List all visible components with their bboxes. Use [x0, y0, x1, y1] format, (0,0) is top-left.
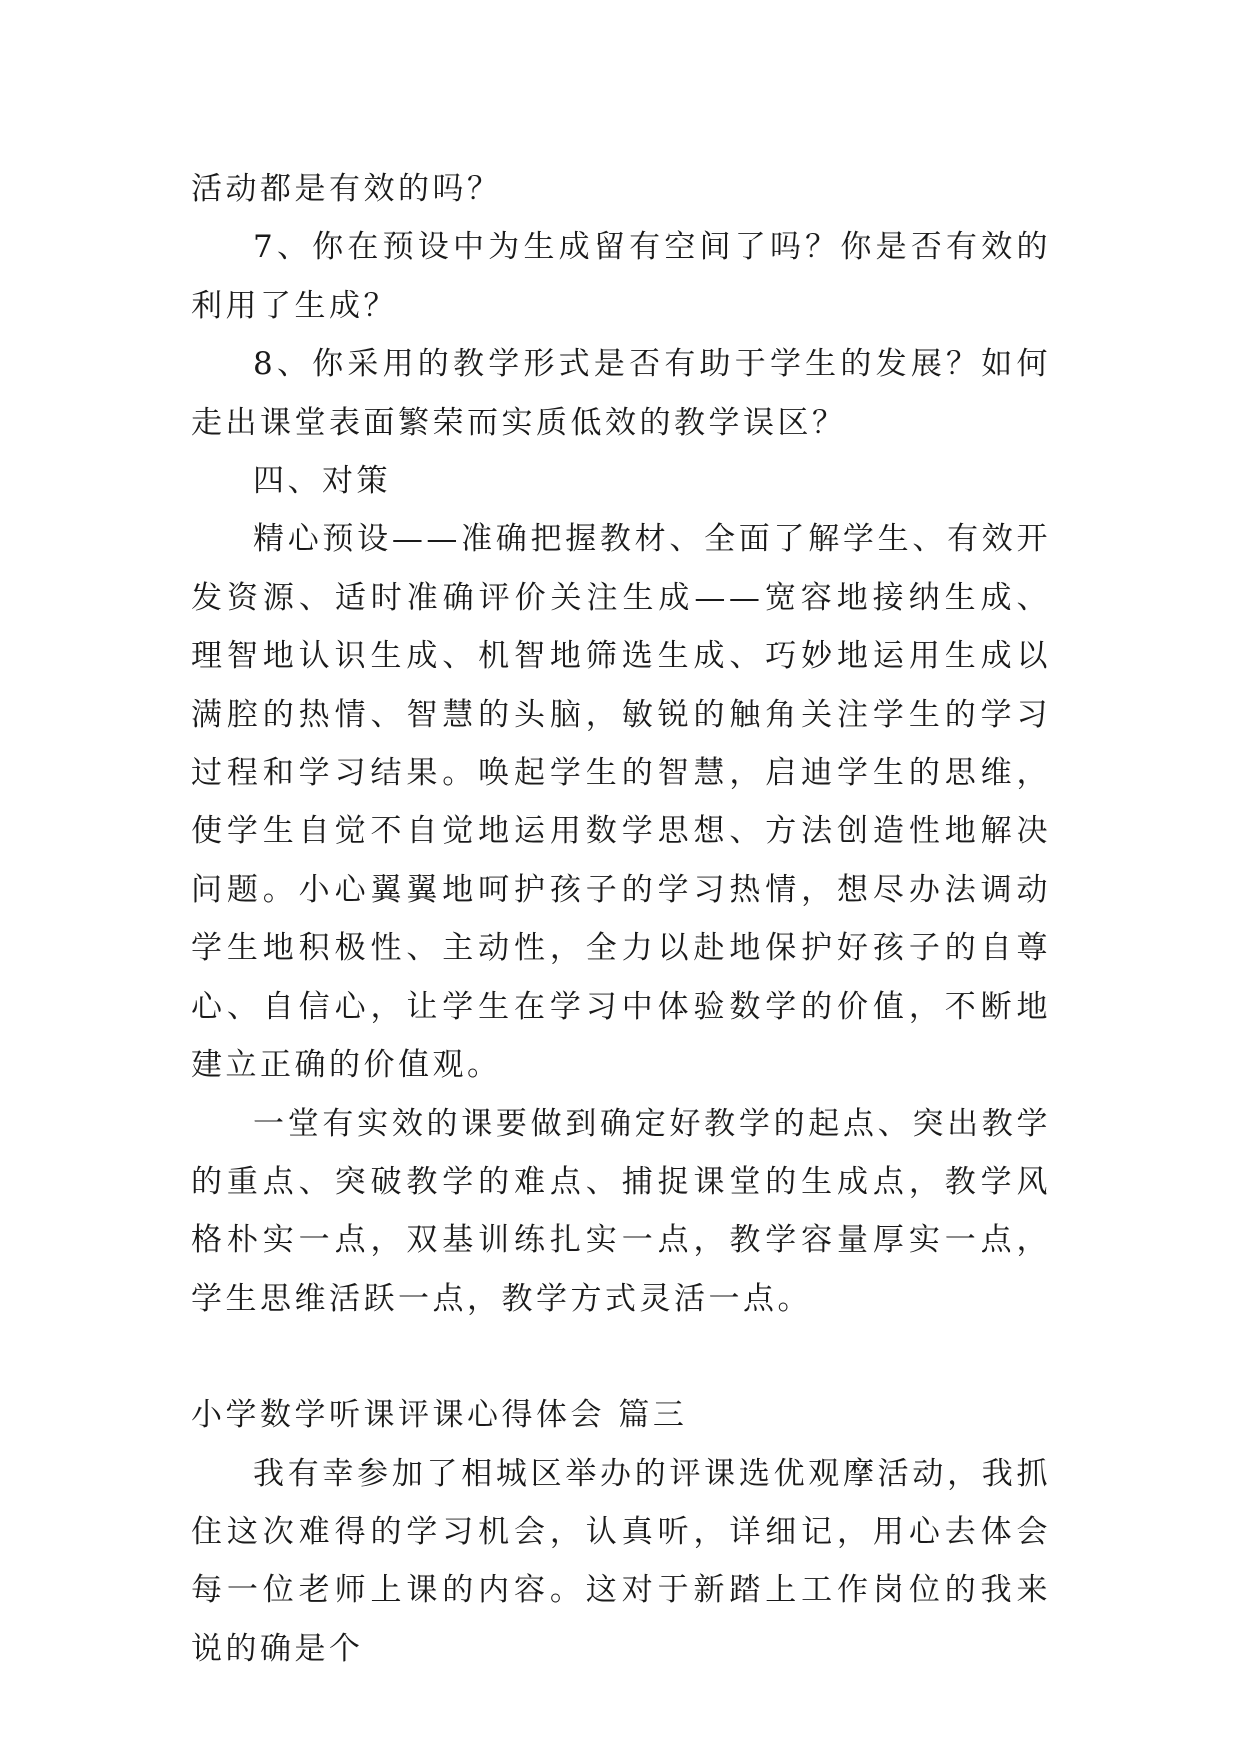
section-title: 小学数学听课评课心得体会 篇三	[191, 1397, 688, 1434]
paragraph-careful-preset: 精心预设——准确把握教材、全面了解学生、有效开发资源、适时准确评价关注生成——宽容地接纳生成、理智地认识生成、机智地筛选生成、巧妙地运用生成以满腔的热情、智慧的头脑，敏锐的触角关注学生的学习过程和学习结果。唤起学生的智慧，启迪学生的思维，使学生自觉不自觉地运用数学思想、方法创造性地解决问题。小心翼翼地呵护孩子的学习热情，想尽办法调动学生地积极性、主动性，全力以赴地保护好孩子的自尊心、自信心，让学生在学习中体验数学的价值，不断地建立正确的价值观。	[191, 521, 1051, 1084]
document-body	[191, 160, 1051, 1678]
paragraph-observation-activity: 我有幸参加了相城区举办的评课选优观摩活动，我抓住这次难得的学习机会，认真听，详细记，用心去体会每一位老师上课的内容。这对于新踏上工作岗位的我来说的确是个	[191, 1455, 1051, 1667]
paragraph-item-7: 7、你在预设中为生成留有空间了吗？你是否有效的利用了生成？	[191, 229, 1051, 324]
paragraph-effective-lesson: 一堂有实效的课要做到确定好教学的起点、突出教学的重点、突破教学的难点、捕捉课堂的生成点，教学风格朴实一点，双基训练扎实一点，教学容量厚实一点，学生思维活跃一点，教学方式灵活一点。	[191, 1105, 1051, 1317]
section-heading-countermeasures: 四、对策	[253, 463, 391, 500]
section-gap	[191, 1328, 1051, 1386]
paragraph-item-8: 8、你采用的教学形式是否有助于学生的发展？如何走出课堂表面繁荣而实质低效的教学误区？	[191, 346, 1051, 441]
paragraph-continuation: 活动都是有效的吗？	[191, 171, 502, 207]
